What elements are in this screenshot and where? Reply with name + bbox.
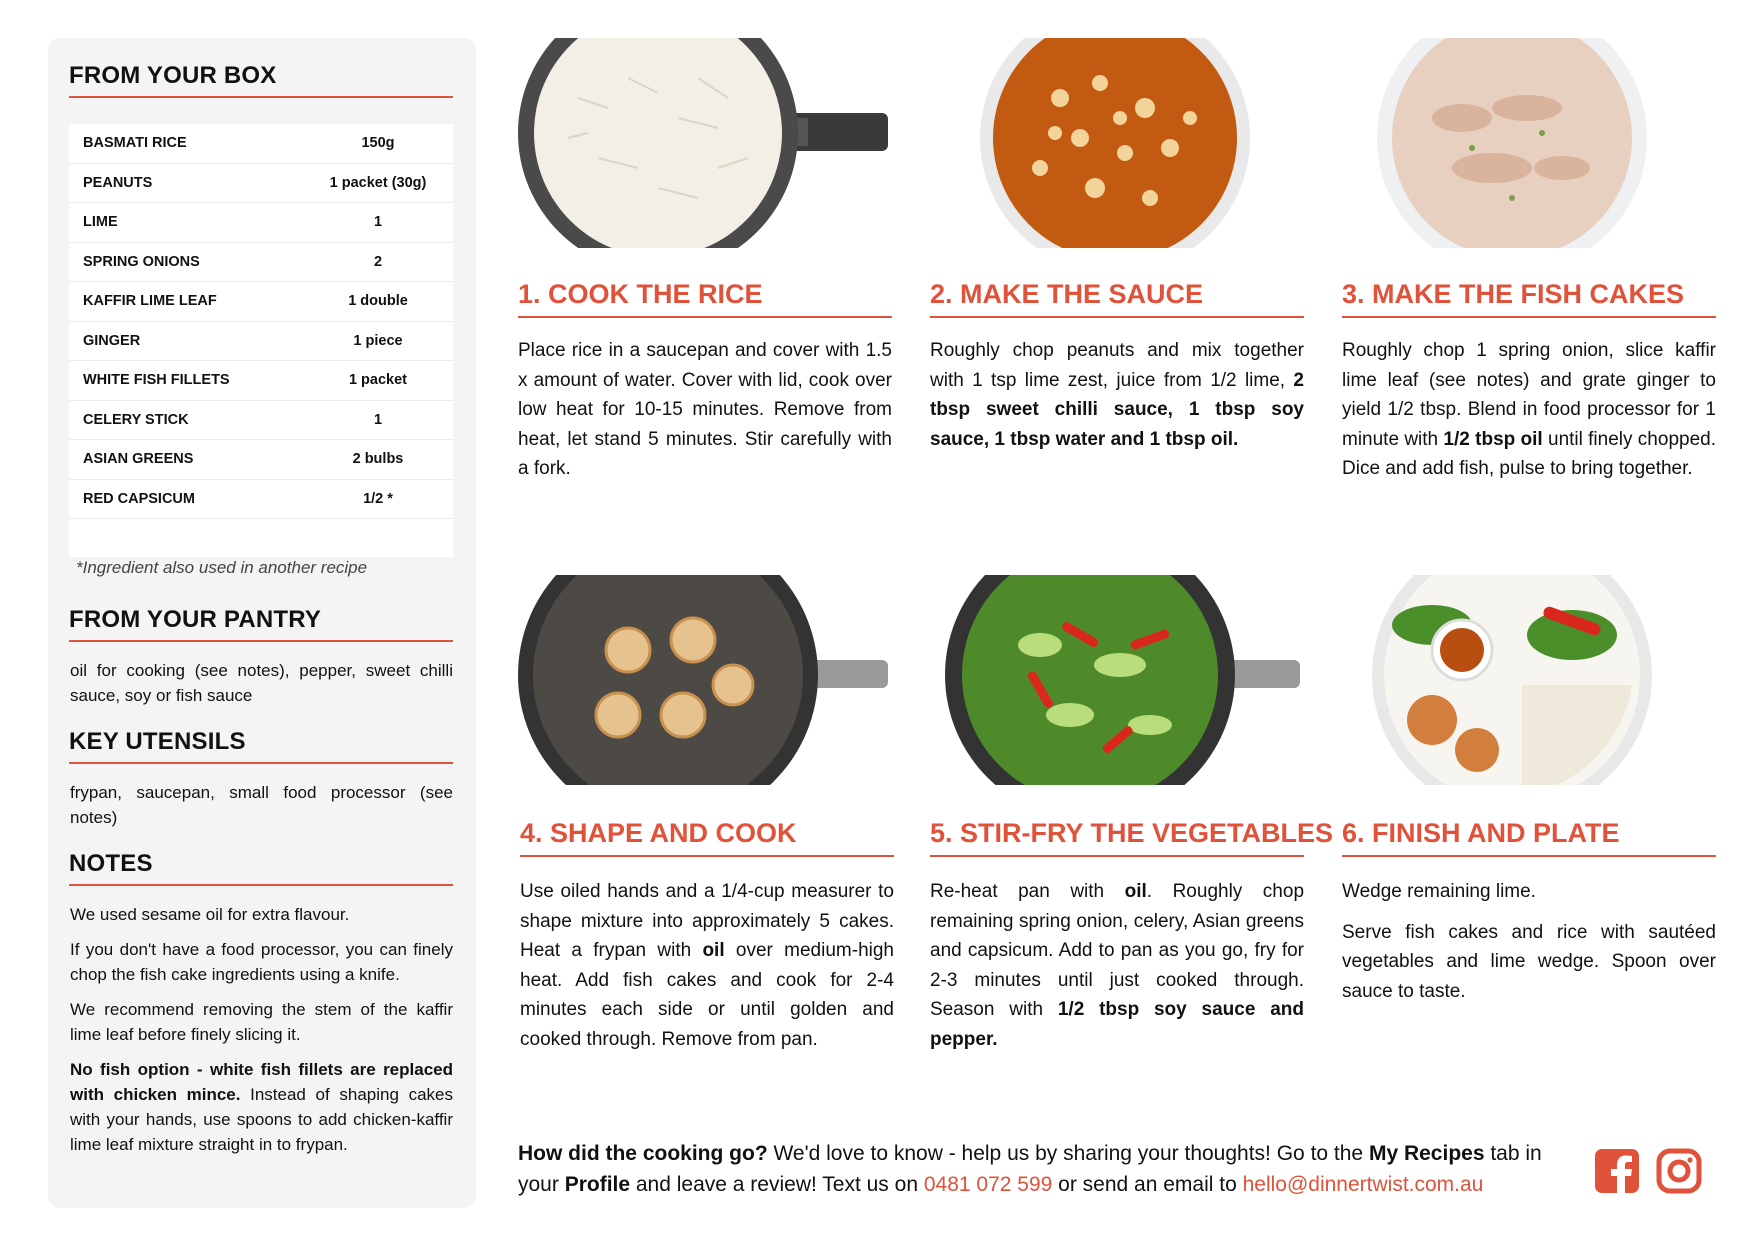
note-4	[70, 1057, 453, 1157]
fish-mixture-bowl-image	[1342, 38, 1712, 248]
from-your-box-heading: FROM YOUR BOX	[69, 62, 453, 98]
rice-in-pan-image	[518, 38, 888, 248]
step-6-para-2: Serve fish cakes and rice with sautéed vegetables and lime wedge. Spoon over sauce to taste.	[1342, 921, 1716, 1002]
step-4-heading: 4. SHAPE AND COOK	[520, 818, 894, 857]
step-5-text-run: oil	[1124, 881, 1147, 902]
footer-question: How did the cooking go?	[518, 1142, 768, 1165]
ingredient-qty: 2 bulbs	[352, 451, 404, 468]
ingredient-name: ASIAN GREENS	[83, 451, 194, 468]
ingredient-row	[69, 164, 453, 204]
ingredient-qty: 1 packet (30g)	[329, 174, 427, 191]
instagram-icon[interactable]	[1656, 1148, 1702, 1194]
note-4-rest: Instead of shaping cakes with your hands, use spoons to add chicken-kaffir lime leaf mixture straight in to frypan.	[70, 1085, 453, 1154]
footer-phone-link[interactable]: 0481 072 599	[923, 1173, 1053, 1196]
step-4-body	[520, 877, 894, 1054]
step-4-text-run: Use oiled hands and a 1/4-cup measurer to shape mixture into approximately 5 cakes. Heat a frypan with	[520, 881, 894, 961]
from-your-pantry-heading: FROM YOUR PANTRY	[69, 606, 453, 642]
footer-text-1: We'd love to know - help us by sharing your thoughts! Go to the	[767, 1142, 1369, 1165]
footer-profile: Profile	[564, 1173, 631, 1196]
fish-cakes-in-pan-image	[518, 575, 888, 785]
ingredient-qty: 1	[373, 214, 383, 231]
ingredient-row	[69, 401, 453, 441]
ingredient-row	[69, 480, 453, 520]
ingredient-footnote: *Ingredient also used in another recipe	[76, 558, 368, 577]
ingredient-qty: 1 piece	[353, 332, 403, 349]
ingredient-qty: 1/2 *	[363, 490, 393, 507]
ingredient-qty: 1 packet	[348, 372, 408, 389]
step-4-text-run: over medium-high heat. Add fish cakes and cook for 2-4 minutes each side or until golden and cooked through. Remove from pan.	[520, 940, 894, 1050]
step-6-heading: 6. FINISH AND PLATE	[1342, 818, 1716, 857]
ingredient-name: BASMATI RICE	[83, 135, 187, 152]
facebook-icon[interactable]	[1594, 1148, 1640, 1194]
footer-text-2: tab in your	[518, 1142, 1542, 1196]
step-6-body	[1342, 877, 1716, 1017]
peanut-sauce-bowl-image	[930, 38, 1300, 248]
step-2-text-run: Roughly chop peanuts and mix together with 1 tsp lime zest, juice from 1/2 lime,	[930, 340, 1304, 391]
ingredient-row	[69, 322, 453, 362]
ingredient-row	[69, 361, 453, 401]
ingredient-row	[69, 282, 453, 322]
ingredient-row	[69, 440, 453, 480]
ingredient-name: SPRING ONIONS	[83, 253, 200, 270]
step-3-body	[1342, 336, 1716, 484]
ingredient-row	[69, 243, 453, 283]
note-2: If you don't have a food processor, you can finely chop the fish cake ingredients using a knife.	[70, 940, 453, 984]
ingredients-table	[69, 124, 453, 557]
step-5-text-run: . Roughly chop remaining spring onion, celery, Asian greens and capsicum. Add to pan as you go, fry for 2-3 minutes until just cooked through. Season with	[930, 881, 1305, 1020]
step-5-text-run: 1/2 tbsp soy sauce and pepper.	[930, 999, 1304, 1050]
ingredient-name: WHITE FISH FILLETS	[83, 372, 230, 389]
ingredient-row	[69, 203, 453, 243]
step-4-text-run: oil	[702, 940, 725, 961]
step-2-heading: 2. MAKE THE SAUCE	[930, 279, 1304, 318]
key-utensils-heading: KEY UTENSILS	[69, 728, 453, 764]
note-4-bold: No fish option - white fish fillets are replaced with chicken mince.	[70, 1060, 453, 1104]
step-6-para-1: Wedge remaining lime.	[1342, 881, 1536, 902]
notes-text	[70, 902, 453, 1167]
ingredient-qty: 1	[373, 411, 383, 428]
utensils-text: frypan, saucepan, small food processor (see notes)	[70, 783, 453, 827]
ingredient-name: LIME	[83, 214, 118, 231]
notes-heading: NOTES	[69, 850, 453, 886]
pantry-text: oil for cooking (see notes), pepper, sweet chilli sauce, soy or fish sauce	[70, 661, 453, 705]
ingredients-panel	[48, 38, 476, 1208]
footer-email-link[interactable]: hello@dinnertwist.com.au	[1242, 1173, 1484, 1196]
ingredient-qty: 1 double	[348, 293, 408, 310]
ingredient-qty: 150g	[361, 135, 395, 152]
ingredient-row	[69, 124, 453, 164]
step-1-text-run: Place rice in a saucepan and cover with 1.5 x amount of water. Cover with lid, cook over low heat for 10-15 minutes. Remove from heat, let stand 5 minutes. Stir carefully with a fork.	[518, 340, 892, 479]
step-3-text-run: 1/2 tbsp oil	[1443, 428, 1543, 450]
step-2-body	[930, 336, 1304, 454]
step-1-heading: 1. COOK THE RICE	[518, 279, 892, 318]
ingredient-name: CELERY STICK	[83, 411, 189, 428]
ingredient-name: PEANUTS	[83, 174, 153, 191]
step-5-body	[930, 877, 1304, 1054]
ingredient-name: GINGER	[83, 332, 141, 349]
ingredient-qty: 2	[373, 253, 383, 270]
ingredient-name: RED CAPSICUM	[83, 490, 195, 507]
step-5-heading: 5. STIR-FRY THE VEGETABLES	[930, 818, 1304, 857]
feedback-footer	[518, 1138, 1588, 1200]
step-3-text-run: Roughly chop 1 spring onion, slice kaffir lime leaf (see notes) and grate ginger to yield 1/2 tbsp. Blend in food processor for 1 minute with	[1342, 340, 1716, 450]
step-3-heading: 3. MAKE THE FISH CAKES	[1342, 279, 1716, 318]
step-5-text-run: Re-heat pan with	[930, 881, 1125, 902]
plated-dish-image	[1342, 575, 1712, 785]
footer-text-4: or send an email to	[1052, 1173, 1243, 1196]
ingredient-name: KAFFIR LIME LEAF	[83, 293, 217, 310]
footer-text-3: and leave a review! Text us on	[630, 1173, 924, 1196]
ingredient-blank-row	[69, 519, 453, 557]
note-3: We recommend removing the stem of the kaffir lime leaf before finely slicing it.	[70, 1000, 453, 1044]
vegetables-in-pan-image	[930, 575, 1300, 785]
step-1-body	[518, 336, 892, 484]
step-2-text-run: 2 tbsp sweet chilli sauce, 1 tbsp soy sauce, 1 tbsp water and 1 tbsp oil.	[930, 369, 1304, 450]
note-1: We used sesame oil for extra flavour.	[70, 905, 350, 924]
footer-my-recipes: My Recipes	[1368, 1142, 1485, 1165]
step-3-text-run: until finely chopped. Dice and add fish, pulse to bring together.	[1342, 428, 1716, 479]
